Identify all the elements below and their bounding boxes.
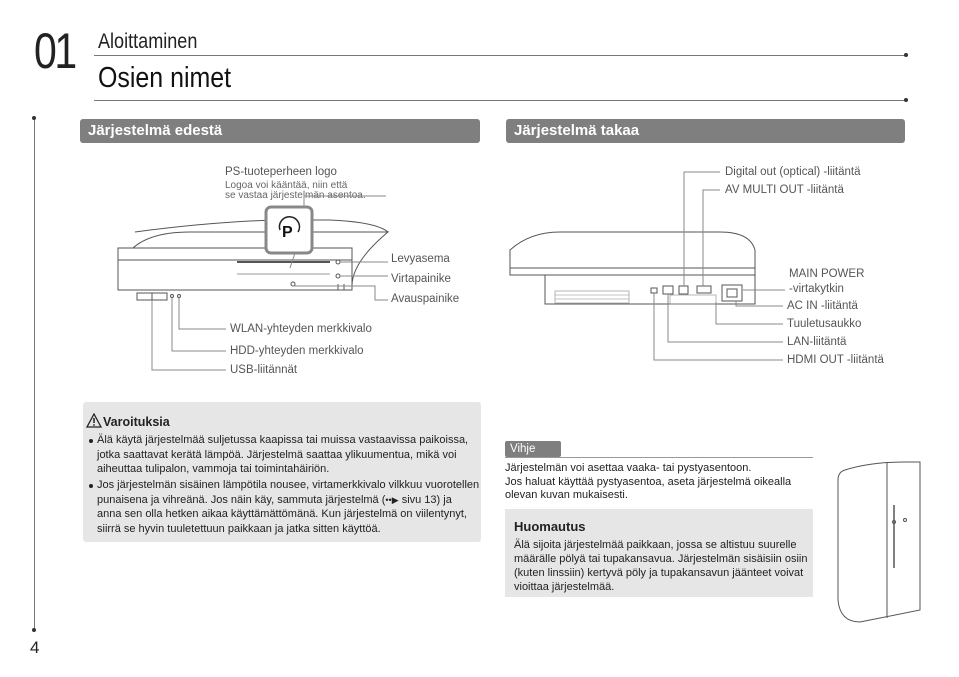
ps-logo-icon: P (282, 224, 293, 241)
logo-note-line: se vastaa järjestelmän asentoa. (225, 190, 366, 201)
vent-label: Tuuletusaukko (787, 318, 862, 330)
vertical-console-illustration (838, 462, 920, 622)
digital-out-label: Digital out (optical) -liitäntä (725, 166, 861, 178)
bullet-icon (89, 484, 93, 488)
warning-title: Varoituksia (103, 415, 170, 429)
warning-line: aiheuttaa tulipalon, vammoja tai toimintahäiriön. (97, 463, 330, 476)
warning-item-1 (97, 433, 468, 477)
tip-line: olevan kuvan mukaisesti. (505, 489, 628, 501)
logo-label: PS-tuoteperheen logo (225, 166, 337, 178)
hdd-indicator-label: HDD-yhteyden merkkivalo (230, 345, 364, 357)
power-button-label: Virtapainike (391, 273, 451, 285)
wlan-indicator-label: WLAN-yhteyden merkkivalo (230, 323, 372, 335)
av-multi-out-label: AV MULTI OUT -liitäntä (725, 184, 844, 196)
warning-item-2 (97, 478, 479, 536)
hdmi-label: HDMI OUT -liitäntä (787, 354, 884, 366)
note-line: Älä sijoita järjestelmää paikkaan, jossa se altistuu suurelle (514, 539, 797, 551)
tip-line: Järjestelmän voi asettaa vaaka- tai pystyasentoon. (505, 462, 752, 474)
disc-slot-label: Levyasema (391, 253, 450, 265)
main-power-label-2: -virtakytkin (789, 283, 844, 295)
ac-in-label: AC IN -liitäntä (787, 300, 858, 312)
tip-line: Jos haluat käyttää pystyasentoa, aseta järjestelmä oikealla (505, 475, 792, 488)
chapter-title: Aloittaminen (98, 30, 198, 53)
warning-line: siirrä se hyvin tuuletettuun paikkaan ja jatka sitten käyttöä. (97, 522, 381, 535)
warning-line: jotka saattavat kerätä lämpöä. Järjestelmä saattaa ylikuumentua, mikä voi (97, 448, 457, 461)
warning-line: Älä käytä järjestelmää suljetussa kaapissa tai muissa vastaavissa paikoissa, (97, 434, 469, 446)
bullet-icon (89, 439, 93, 443)
tip-rule (505, 457, 813, 458)
note-line: vioittaa järjestelmää. (514, 581, 615, 593)
note-title: Huomautus (514, 519, 586, 534)
warning-line-part: sivu 13) ja (401, 493, 452, 506)
note-line: (kuten linssiin) kertyvä pöly ja tupakansavun jäänteet voivat (514, 567, 804, 579)
chapter-number: 01 (34, 23, 75, 79)
page-reference-arrow-icon[interactable]: ••▶ (385, 494, 399, 505)
note-text (514, 538, 807, 594)
lan-label: LAN-liitäntä (787, 336, 847, 348)
warning-line-part: punaisena ja vihreänä. Jos näin käy, sammuta järjestelmä ( (97, 493, 386, 506)
front-heading: Järjestelmä edestä (80, 119, 480, 143)
page-number: 4 (30, 638, 40, 657)
warning-line-with-ref (97, 493, 479, 508)
rear-console-illustration (510, 232, 755, 304)
rear-heading: Järjestelmä takaa (506, 119, 905, 143)
usb-ports-label: USB-liitännät (230, 364, 298, 376)
main-power-label: MAIN POWER (789, 268, 865, 280)
note-line: määrälle pölyä tai tupakansavua. Järjestelmän sisäisiin osiin (514, 553, 808, 565)
warning-line: Jos järjestelmän sisäinen lämpötila nousee, virtamerkkivalo vilkkuu vuorotellen (97, 479, 480, 491)
warning-triangle-icon (86, 413, 102, 428)
eject-button-label: Avauspainike (391, 293, 460, 305)
tip-tag: Vihje (505, 441, 561, 457)
page-title: Osien nimet (98, 62, 232, 94)
tip-text (505, 462, 791, 503)
warning-line: anna sen olla hetken aikaa käyttämättömänä. Kun järjestelmä on viilentynyt, (97, 508, 467, 521)
front-console-illustration (118, 220, 388, 300)
logo-note-line: Logoa voi kääntää, niin että (225, 180, 348, 191)
